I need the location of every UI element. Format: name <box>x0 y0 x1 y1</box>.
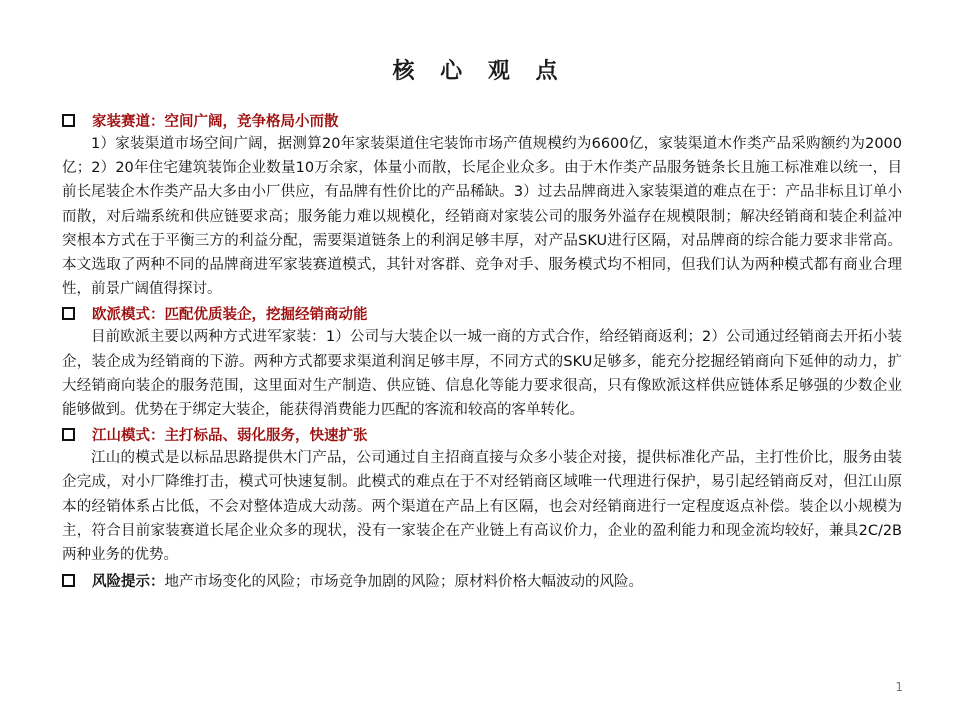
square-bullet-icon <box>62 574 75 587</box>
section-paragraph: 1）家装渠道市场空间广阔，据测算20年家装渠道住宅装饰市场产值规模约为6600亿，家装渠道木作类产品采购额约为2000亿；2）20年住宅建筑装饰企业数量10万余家，体量小而散，长尾企业众多。由于木作类产品服务链条长且施工标准难以统一，目前长尾装企木作类产品大多由小厂供应，有品牌有性价比的产品稀缺。3）过去品牌商进入家装渠道的难点在于：产品非标且订单小而散，对后端系统和供应链要求高；服务能力难以规模化，经销商对家装公司的服务外溢存在规模限制；解决经销商和装企利益冲突根本方式在于平衡三方的利益分配，需要渠道链条上的利润足够丰厚，对产品SKU进行区隔，对品牌商的综合能力要求非常高。本文选取了两种不同的品牌商进军家装赛道模式，其针对客群、竞争对手、服务模式均不相同，但我们认为两种模式都有商业合理性，前景广阔值得探讨。 <box>62 136 902 298</box>
section-heading-text: 欧派模式：匹配优质装企，挖掘经销商动能 <box>92 307 368 324</box>
risk-text: 地产市场变化的风险；市场竞争加剧的风险；原材料价格大幅波动的风险。 <box>164 574 643 591</box>
risk-warning <box>62 569 902 592</box>
section-heading-text: 江山模式：主打标品、弱化服务，快速扩张 <box>92 428 368 445</box>
page-title: 核 心 观 点 <box>392 59 567 84</box>
section-heading-text: 家装赛道：空间广阔，竞争格局小而散 <box>92 114 339 130</box>
risk-label: 风险提示： <box>92 574 165 591</box>
page-number: 1 <box>895 680 903 694</box>
section-heading-oppein-model <box>62 302 902 325</box>
section-paragraph: 目前欧派主要以两种方式进军家装：1）公司与大装企以一城一商的方式合作，给经销商返利；2）公司通过经销商去开拓小装企，装企成为经销商的下游。两种方式都要求渠道利润足够丰厚，不同方式的SKU足够多，能充分挖掘经销商向下延伸的动力，扩大经销商向装企的服务范围，这里面对生产制造、供应链、信息化等能力要求很高，只有像欧派这样供应链体系足够强的少数企业能够做到。优势在于绑定大装企，能获得消费能力匹配的客流和较高的客单转化。 <box>62 329 902 419</box>
square-bullet-icon <box>62 428 75 441</box>
content-body <box>62 109 902 592</box>
square-bullet-icon <box>62 114 75 127</box>
section-paragraph: 江山的模式是以标品思路提供木门产品，公司通过自主招商直接与众多小装企对接，提供标准化产品，主打性价比，服务由装企完成，对小厂降维打击，模式可快速复制。此模式的难点在于不对经销商区域唯一代理进行保护，易引起经销商反对，但江山原本的经销体系占比低，不会对整体造成大动荡。两个渠道在产品上有区隔，也会对经销商进行一定程度返点补偿。装企以小规模为主，符合目前家装赛道长尾企业众多的现状，没有一家装企在产业链上有高议价力，企业的盈利能力和现金流均较好，兼具2C/2B两种业务的优势。 <box>62 450 902 564</box>
section-heading-jiangshan-model <box>62 423 902 446</box>
square-bullet-icon <box>62 307 75 320</box>
section-heading-home-decoration <box>62 109 902 132</box>
